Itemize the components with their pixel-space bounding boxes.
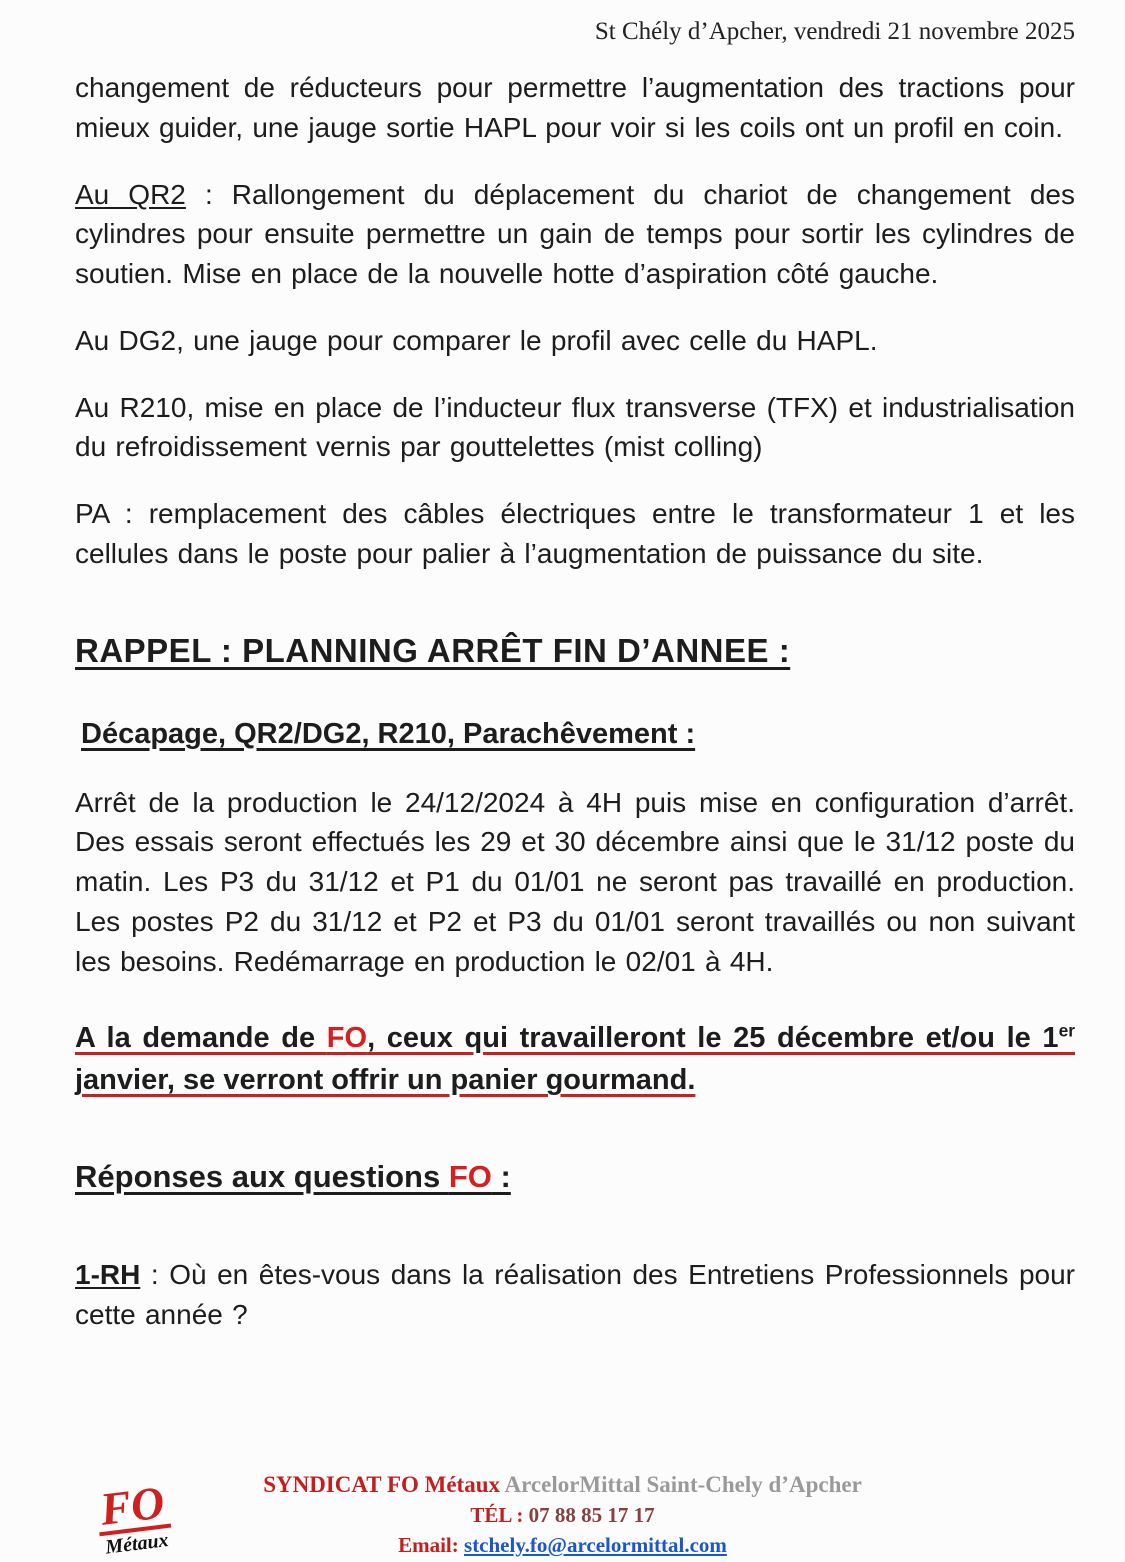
footer-email-label: Email: [398,1533,465,1557]
footer-tel-number: 07 88 85 17 17 [528,1503,655,1527]
footer [0,1470,1125,1560]
qr2-lead: Au QR2 [75,178,186,210]
heading-rappel-planning: RAPPEL : PLANNING ARRÊT FIN D’ANNEE : [75,631,791,669]
heading-reponses-questions [75,1159,511,1195]
paragraph-pa: PA : remplacement des câbles électriques entre le transformateur 1 et les cellules dans le poste pour palier à l’augmentation de puissance du site. [75,498,1075,569]
rh-lead: 1-RH [75,1259,141,1291]
logo-metaux-text: Métaux [104,1529,170,1559]
fo-metaux-logo [80,1478,188,1561]
questions-fo: FO [448,1159,492,1195]
statement-panier-gourmand [75,1017,1075,1101]
footer-tel-label: TÉL : [470,1503,529,1527]
date-line: St Chély d’Apcher, vendredi 21 novembre 2025 [594,18,1075,45]
heading-reponses-wrap [75,1101,1075,1195]
questions-part2: : [491,1159,511,1195]
paragraph-qr2 [75,175,1075,294]
email-link[interactable]: stchely.fo@arcelormittal.com [464,1533,727,1557]
paragraph-reducteurs: changement de réducteurs pour permettre l’augmentation des tractions pour mieux guider, une jauge sortie HAPL pour voir si les coils ont un profil en coin. [75,72,1075,143]
paragraph-r210: Au R210, mise en place de l’inducteur flux transverse (TFX) et industrialisation du refroidissement vernis par gouttelettes (mist colling) [75,391,1075,463]
statement-fo: FO [326,1022,368,1055]
statement-sup-er: er [1058,1020,1076,1041]
statement-part2: , ceux qui travailleront le 25 décembre et/ou le 1 [367,1022,1059,1055]
heading-lignes: Décapage, QR2/DG2, R210, Parachêvement : [81,717,696,750]
statement-part3: janvier, se verront offrir un panier gourmand. [75,1064,696,1097]
paragraph-planning: Arrêt de la production le 24/12/2024 à 4H puis mise en configuration d’arrêt. Des essais seront effectués les 29 et 30 décembre ainsi que le 31/12 poste du matin. Les P3 du 31/12 et P1 du 01/01 ne seront pas travaillé en production. Les postes P2 du 31/12 et P2 et P3 du 01/01 seront travaillés ou non suivant les besoins. Redémarrage en production le 02/01 à 4H. [75,786,1075,977]
paragraph-1rh [75,1255,1075,1335]
footer-org-name: SYNDICAT FO Métaux [263,1472,501,1497]
rh-text: : Où en êtes-vous dans la réalisation des Entretiens Professionnels pour cette année ? [75,1259,1075,1331]
logo-fo-text: FO [94,1480,171,1536]
footer-org-site: ArcelorMittal Saint-Chely d’Apcher [500,1472,862,1497]
paragraph-dg2: Au DG2, une jauge pour comparer le profil avec celle du HAPL. [75,324,878,356]
questions-part1: Réponses aux questions [75,1159,449,1195]
statement-part1: A la demande de [75,1022,327,1055]
qr2-text: : Rallongement du déplacement du chariot de changement des cylindres pour ensuite permettre un gain de temps pour sortir les cylindres de soutien. Mise en place de la nouvelle hotte d’aspiration côté gauche. [75,178,1076,289]
